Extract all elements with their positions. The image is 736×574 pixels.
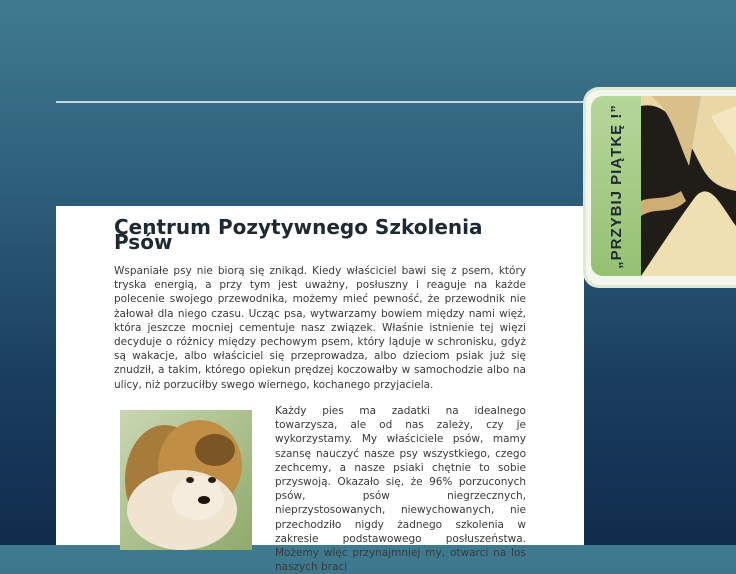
content-panel [56, 206, 584, 574]
banner-panel [591, 96, 736, 276]
paw-and-hand-photo [641, 96, 736, 276]
page-title: Centrum Pozytywnego Szkolenia Psów [114, 215, 483, 254]
body-paragraph: Każdy pies ma zadatki na idealnego towarzysza, ale od nas zależy, czy je wykorzystamy. My właściciele psów, mamy szansę nauczyć nasze psy wszystkiego, czego zechcemy, a nasze psiaki chętnie to sobie przyswoją. Okazało się, że 96% porzuconych psów, psów niegrzecznych, nieprzystosowanych, niewychowanych, nie przechodziło nigdy żadnego szkolenia w zakresie podstawowego posłuszeństwa. Możemy więc przynajmniej my, otwarci na los naszych braci [275, 405, 526, 574]
intro-paragraph: Wspaniałe psy nie biorą się znikąd. Kiedy właściciel bawi się z psem, który tryska energią, a przy tym jest uważny, posłuszny i reaguje na każde polecenie swojego przewodnika, możemy mieć pewność, że przewodnik nie żałował dla niego czasu. Ucząc psa, wytwarzamy bowiem między nami więź, która jeszcze mocniej cementuje nasz związek. Właśnie istnienie tej więzi decyduje o różnicy między pechowym psem, który ląduje w schronisku, gdyż są wakacje, albo właściciel się przeprowadza, albo dzieciom psiak już się znudził, a takim, którego opiekun prędzej koczowałby w samochodzie albo na ulicy, niż porzuciłby swego wiernego, kochanego przyjaciela. [114, 265, 526, 391]
banner-text: „PRZYBIJ PIĄTKĘ !” [607, 103, 625, 269]
header-divider [56, 101, 596, 103]
high-five-banner[interactable] [583, 87, 736, 288]
banner-label [595, 98, 637, 274]
collie-puppy-photo [120, 410, 252, 550]
